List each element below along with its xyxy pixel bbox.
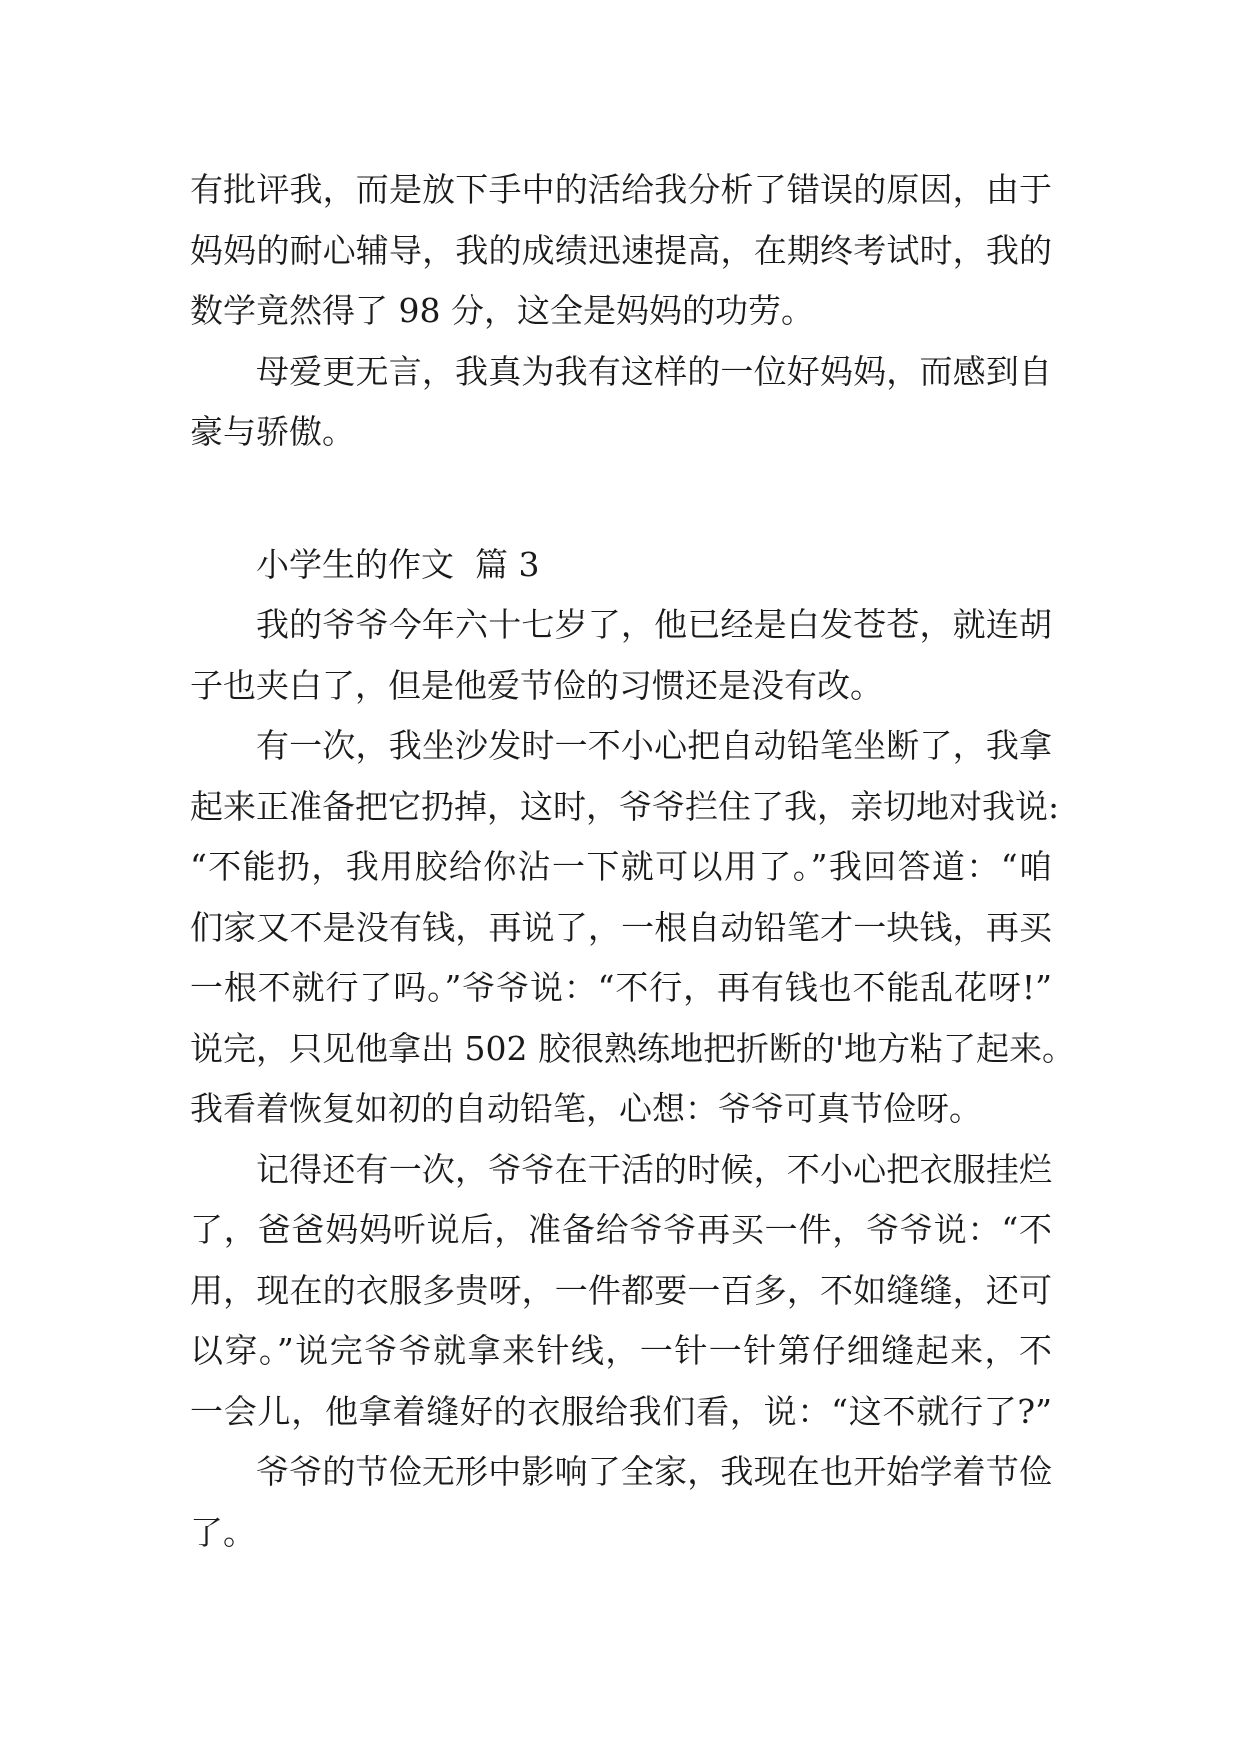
text-line: 记得还有一次，爷爷在干活的时候，不小心把衣服挂烂 [256,1149,1052,1189]
text-line: 子也夹白了，但是他爱节俭的习惯还是没有改。 [190,665,883,705]
text-line: 一会儿，他拿着缝好的衣服给我们看，说：“这不就行了?” [190,1391,1052,1431]
text-line: 母爱更无言，我真为我有这样的一位好妈妈，而感到自 [256,351,1052,391]
paragraph-continued [190,160,1052,342]
text-line: 用，现在的衣服多贵呀，一件都要一百多，不如缝缝，还可 [190,1270,1052,1310]
paragraph-3 [190,1140,1052,1443]
text-line: 我的爷爷今年六十七岁了，他已经是白发苍苍，就连胡 [256,605,1052,644]
paragraph-closing [190,342,1052,463]
text-line: 以穿。”说完爷爷就拿来针线，一针一针第仔细缝起来，不 [190,1331,1052,1370]
text-line: 有批评我，而是放下手中的活给我分析了错误的原因，由于 [190,170,1052,209]
text-line: 起来正准备把它扔掉，这时，爷爷拦住了我，亲切地对我说: [190,786,1060,826]
section-title: 小学生的作文 篇 3 [256,544,540,584]
paragraph-4 [190,1442,1052,1563]
text-line: 豪与骄傲。 [190,412,355,451]
text-line: 有一次，我坐沙发时一不小心把自动铅笔坐断了，我拿 [256,726,1052,765]
document-page [190,160,1076,1563]
text-line: 妈妈的耐心辅导，我的成绩迅速提高，在期终考试时，我的 [190,230,1052,270]
text-line: 了，爸爸妈妈听说后，准备给爷爷再买一件，爷爷说：“不 [190,1210,1052,1249]
text-line: 说完，只见他拿出 502 胶很熟练地把折断的'地方粘了起来。 [190,1028,1076,1068]
text-line: 我看着恢复如初的自动铅笔，心想：爷爷可真节俭呀。 [190,1089,982,1128]
paragraph-2 [190,716,1076,1140]
text-line: 一根不就行了吗。”爷爷说：“不行，再有钱也不能乱花呀!” [190,968,1052,1007]
text-line: 了。 [190,1512,256,1552]
text-line: “不能扔，我用胶给你沾一下就可以用了。”我回答道：“咱 [190,847,1052,886]
text-line: 们家又不是没有钱，再说了，一根自动铅笔才一块钱，再买 [190,907,1052,947]
section-spacer [190,463,1052,535]
text-line: 数学竟然得了 98 分，这全是妈妈的功劳。 [190,291,814,330]
paragraph-1 [190,595,1052,716]
text-line: 爷爷的节俭无形中影响了全家，我现在也开始学着节俭 [256,1452,1052,1491]
